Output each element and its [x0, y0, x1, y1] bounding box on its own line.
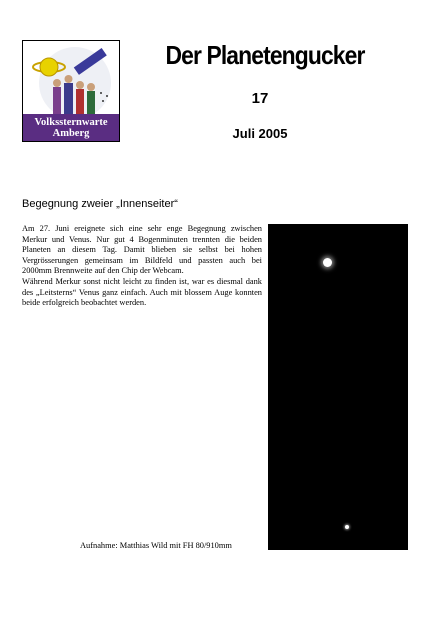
- article-heading: Begegnung zweier „Innenseiter“: [22, 198, 178, 210]
- article-paragraph: Während Merkur sonst nicht leicht zu finden ist, war es diesmal dank des „Leitsterns“ Venus ganz einfach. Auch mit blossem Auge konnten beide erfolgreich beobachtet werden.: [22, 276, 262, 308]
- logo-banner: [23, 114, 119, 141]
- logo-text-line2: Amberg: [52, 128, 90, 139]
- conjunction-photo: [268, 224, 408, 550]
- issue-date: Juli 2005: [232, 126, 288, 141]
- article-body: [22, 224, 262, 309]
- newsletter-title: Der Planetengucker: [165, 40, 365, 70]
- venus-dot: [323, 258, 332, 267]
- photo-caption: Aufnahme: Matthias Wild mit FH 80/910mm: [80, 541, 232, 550]
- issue-number: 17: [251, 90, 269, 107]
- mercury-dot: [345, 525, 349, 529]
- logo-text-line1: Volkssternwarte: [34, 117, 108, 128]
- observatory-figures-icon: [23, 41, 119, 116]
- club-logo: [22, 40, 120, 142]
- article-paragraph: Am 27. Juni ereignete sich eine sehr enge Begegnung zwischen Merkur und Venus. Nur gut 4 Bogenminuten trennten die beiden Planeten an diesem Tag. Damit blieben sie selbst bei hohen Vergrösserungen gemeinsam im Bildfeld und passten auch bei 2000mm Brennweite auf den Chip der Webcam.: [22, 224, 262, 276]
